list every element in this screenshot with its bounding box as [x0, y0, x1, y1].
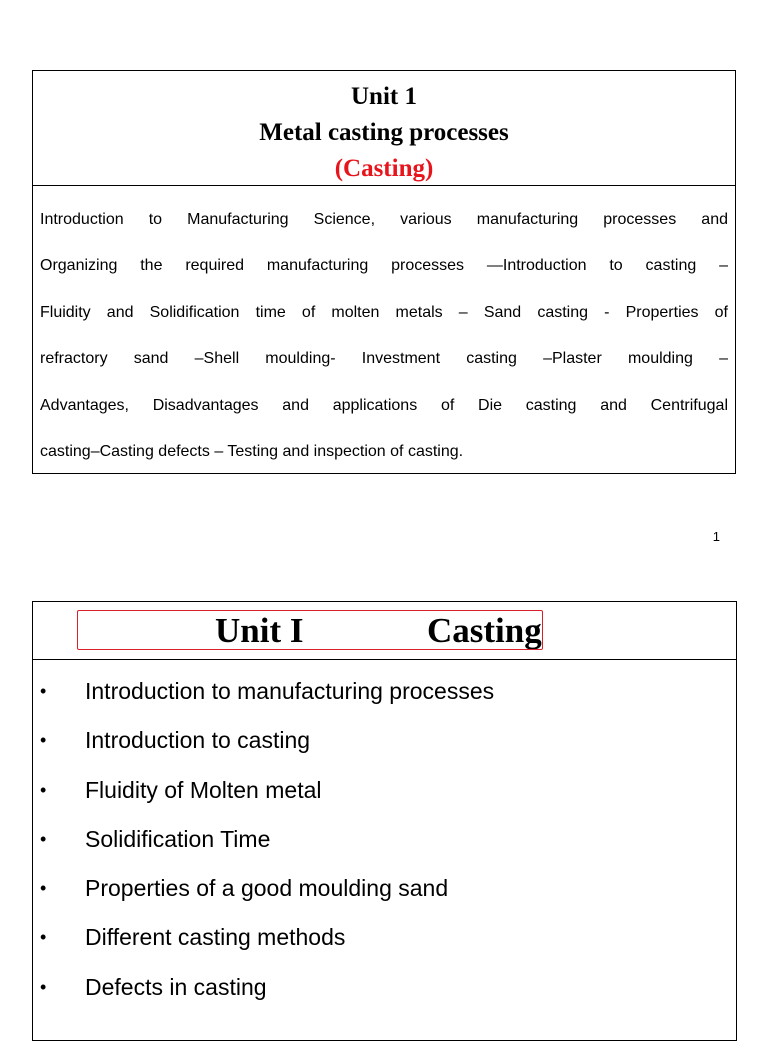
bullet-icon: •	[40, 681, 47, 701]
list-item-text: Solidification Time	[85, 825, 271, 852]
slide-2-frame	[32, 601, 737, 1041]
bullet-icon: •	[40, 927, 47, 948]
list-item-text: Defects in casting	[85, 973, 267, 1000]
syllabus-line: refractory sand –Shell moulding- Investment casting –Plaster moulding –	[40, 350, 728, 368]
page-number: 1	[712, 529, 720, 544]
syllabus-line: casting–Casting defects – Testing and inspection of casting.	[40, 443, 464, 461]
list-item	[33, 716, 736, 765]
slide-2-title-unit: Unit I	[215, 611, 304, 650]
slide-1-title-unit: Unit 1	[351, 83, 417, 110]
list-item-text: Properties of a good moulding sand	[85, 875, 449, 902]
list-item-text: Introduction to manufacturing processes	[85, 678, 495, 704]
bullet-icon: •	[40, 878, 47, 899]
slide-1-header	[33, 71, 735, 186]
slide-2-title-topic: Casting	[427, 611, 542, 650]
list-item	[33, 667, 736, 716]
topic-list	[33, 660, 736, 1012]
bullet-icon: •	[40, 730, 47, 751]
bullet-icon: •	[40, 779, 47, 800]
slide-1-syllabus-text	[33, 186, 735, 475]
list-item-text: Different casting methods	[85, 924, 346, 951]
list-item	[33, 864, 736, 913]
list-item-text: Fluidity of Molten metal	[85, 776, 322, 803]
list-item	[33, 766, 736, 815]
list-item	[33, 913, 736, 962]
slide-1-frame	[32, 70, 736, 474]
slide-1-title-topic: Metal casting processes	[259, 119, 509, 146]
highlight-annotation-box	[77, 610, 543, 650]
syllabus-line: Organizing the required manufacturing processes —Introduction to casting –	[40, 257, 728, 275]
list-item-text: Introduction to casting	[85, 727, 311, 754]
list-item	[33, 963, 736, 1012]
syllabus-line: Introduction to Manufacturing Science, various manufacturing processes and	[40, 211, 728, 228]
slide-1-title-subtitle: (Casting)	[334, 155, 434, 182]
syllabus-line: Fluidity and Solidification time of molten metals – Sand casting - Properties of	[40, 303, 728, 321]
syllabus-line: Advantages, Disadvantages and applications of Die casting and Centrifugal	[40, 396, 728, 414]
bullet-icon: •	[40, 828, 47, 849]
bullet-icon: •	[40, 976, 47, 997]
list-item	[33, 815, 736, 864]
